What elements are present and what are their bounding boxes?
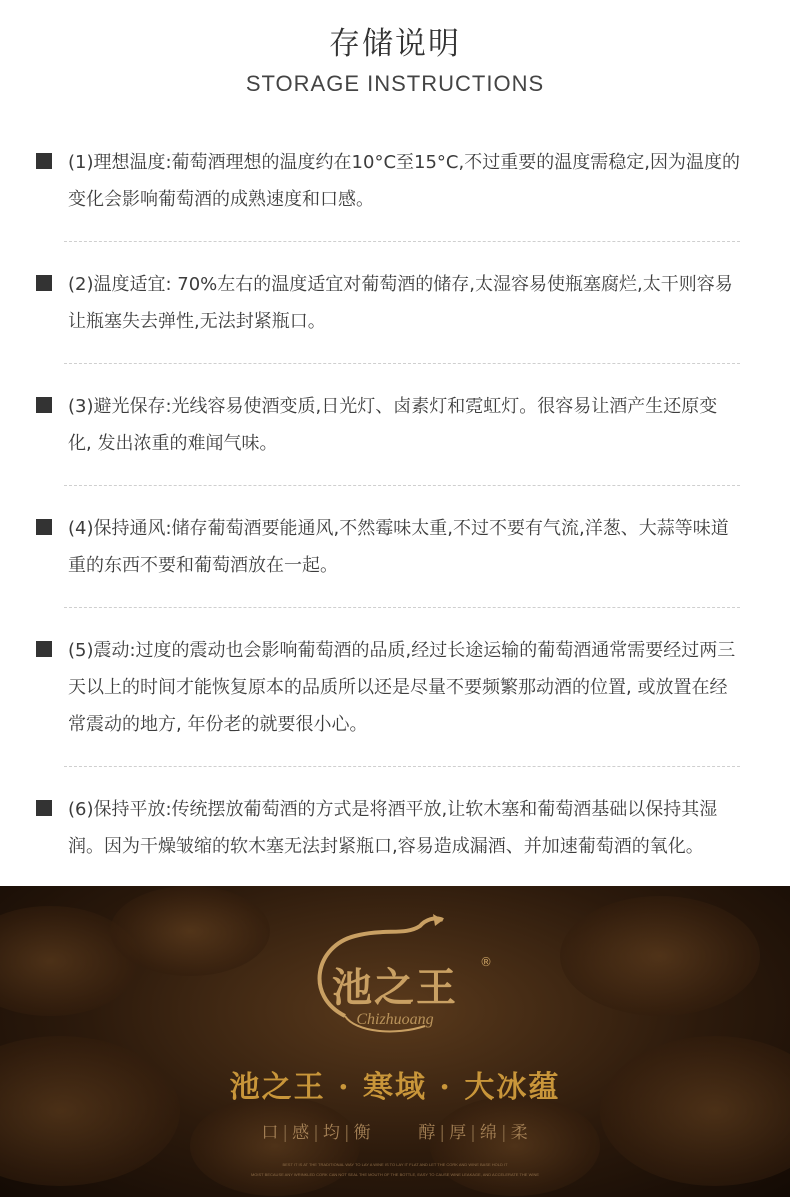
taste-char: 均 <box>322 1123 341 1143</box>
page-header <box>0 0 790 110</box>
barrel-decoration <box>190 1096 360 1196</box>
list-item <box>36 608 740 767</box>
item-text: (3)避光保存:光线容易使酒变质,日光灯、卤素灯和霓虹灯。很容易让酒产生还原变化, 发出浓重的难闻气味。 <box>68 396 718 454</box>
barrel-decoration <box>430 1096 600 1196</box>
fine-print-line: BEST IT IS AT THE TRADITIONAL WAY TO LAY A WINE IS TO LAY IT FLAT AND LET THE CORK AND WINE BASE HOLD IT <box>282 1162 508 1167</box>
list-item <box>36 767 740 889</box>
fine-print-line: MOIST BECAUSE ANY WRINKLED CORK CAN NOT SEAL THE MOUTH OF THE BOTTLE, EASY TO CAUSE WINE LEAKAGE, AND ACCELERATE THE WINE <box>250 1172 540 1177</box>
item-text: (2)温度适宜: 70%左右的温度适宜对葡萄酒的储存,太湿容易使瓶塞腐烂,太干则容易让瓶塞失去弹性,无法封紧瓶口。 <box>68 274 733 332</box>
instruction-list <box>0 110 790 889</box>
logo-wordmark: 池之王 <box>332 964 458 1011</box>
bullet-square-icon <box>36 641 52 657</box>
brand-banner <box>0 886 790 1197</box>
item-text: (6)保持平放:传统摆放葡萄酒的方式是将酒平放,让软木塞和葡萄酒基础以保持其湿润。因为干燥皱缩的软木塞无法封紧瓶口,容易造成漏酒、并加速葡萄酒的氧化。 <box>68 799 718 857</box>
list-item <box>36 110 740 242</box>
bullet-square-icon <box>36 153 52 169</box>
page-subtitle: STORAGE INSTRUCTIONS <box>245 71 545 96</box>
logo-pinyin: Chizhuoang <box>356 1011 434 1028</box>
bullet-square-icon <box>36 397 52 413</box>
page-title: 存储说明 <box>329 26 461 62</box>
taste-char: 柔 <box>510 1123 529 1143</box>
taste-tagline: 口 | 感 | 均 | 衡 醇 | 厚 | 绵 | 柔 <box>261 1123 529 1143</box>
bullet-square-icon <box>36 519 52 535</box>
bullet-square-icon <box>36 800 52 816</box>
item-text: (5)震动:过度的震动也会影响葡萄酒的品质,经过长途运输的葡萄酒通常需要经过两三天以上的时间才能恢复原本的品质所以还是尽量不要频繁那动酒的位置, 或放置在经常震动的地方, 年份老的就要很小心。 <box>68 640 736 735</box>
bullet-square-icon <box>36 275 52 291</box>
list-item <box>36 486 740 608</box>
taste-char: 衡 <box>353 1123 372 1143</box>
taste-char: 口 <box>261 1123 280 1143</box>
taste-char: 感 <box>292 1123 311 1143</box>
item-text: (1)理想温度:葡萄酒理想的温度约在10°C至15°C,不过重要的温度需稳定,因为温度的变化会影响葡萄酒的成熟速度和口感。 <box>68 152 740 210</box>
svg-text:®: ® <box>480 955 492 969</box>
taste-char: 厚 <box>449 1123 468 1143</box>
list-item <box>36 242 740 364</box>
brand-slogan: 池之王 · 寒域 · 大冰蕴 <box>229 1070 561 1105</box>
item-text: (4)保持通风:储存葡萄酒要能通风,不然霉味太重,不过不要有气流,洋葱、大蒜等味道重的东西不要和葡萄酒放在一起。 <box>68 518 729 576</box>
taste-char: 绵 <box>479 1123 498 1143</box>
list-item <box>36 364 740 486</box>
taste-char: 醇 <box>418 1123 437 1143</box>
